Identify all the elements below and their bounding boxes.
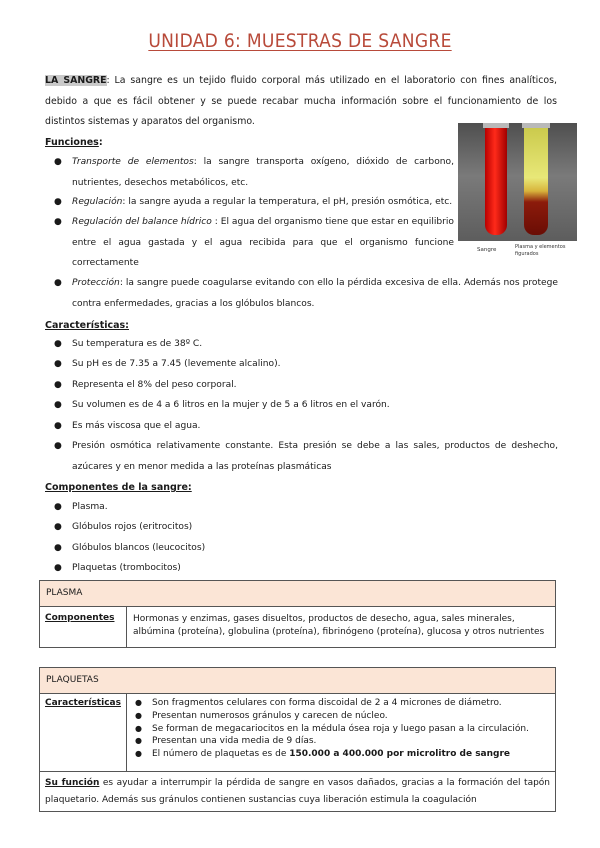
intro-term: LA SANGRE bbox=[45, 75, 107, 86]
component-item bbox=[54, 497, 558, 518]
platelets-table-row bbox=[40, 694, 555, 771]
component-item bbox=[54, 558, 558, 579]
bullet-icon: ● bbox=[54, 563, 62, 573]
characteristic-item bbox=[54, 395, 558, 416]
plasma-table-content: Hormonas y enzimas, gases disueltos, productos de desecho, agua, sales minerales, albúmina (proteína), globulina (proteína), fibrinógeno (proteína), glucosa y otros nutrientes bbox=[133, 614, 545, 637]
plasma-table-label: Componentes bbox=[40, 607, 127, 647]
functions-heading-colon: : bbox=[98, 137, 103, 148]
plasma-table-row bbox=[40, 607, 555, 647]
platelet-count-prefix: El número de plaquetas es de bbox=[152, 749, 290, 760]
plasma-table bbox=[39, 580, 556, 648]
photo-label-plasma: Plasma y elementos figurados bbox=[515, 244, 566, 257]
bullet-icon: ● bbox=[54, 217, 62, 227]
function-term: Regulación bbox=[72, 197, 123, 207]
components-heading: Componentes de la sangre: bbox=[45, 482, 192, 493]
platelets-table-header: PLAQUETAS bbox=[40, 668, 555, 694]
function-text: : la sangre puede coagularse evitando con ello la pérdida excesiva de ella. Además nos protege contra enfermedades, gracias a los glóbulos blancos. bbox=[72, 278, 558, 309]
platelet-function-term: Su función bbox=[45, 778, 100, 788]
characteristic-text: Representa el 8% del peso corporal. bbox=[72, 380, 237, 390]
bullet-icon: ● bbox=[54, 421, 62, 431]
platelet-function-note bbox=[40, 771, 555, 811]
platelet-feature-text: Presentan una vida media de 9 días. bbox=[152, 736, 317, 747]
plasma-tube-image bbox=[524, 125, 548, 235]
component-item bbox=[54, 538, 558, 559]
bullet-icon: ● bbox=[54, 197, 62, 207]
bullet-icon: ● bbox=[54, 543, 62, 553]
bullet-icon: ● bbox=[135, 736, 142, 746]
characteristic-text: Su pH es de 7.35 a 7.45 (levemente alcalino). bbox=[72, 359, 281, 369]
platelet-feature-item bbox=[133, 697, 549, 710]
bullet-icon: ● bbox=[54, 502, 62, 512]
component-text: Plaquetas (trombocitos) bbox=[72, 563, 181, 573]
platelet-feature-item bbox=[133, 710, 549, 723]
function-text: : la sangre ayuda a regular la temperatura, el pH, presión osmótica, etc. bbox=[122, 197, 453, 207]
platelet-feature-item bbox=[133, 735, 549, 748]
bullet-icon: ● bbox=[54, 339, 62, 349]
function-item bbox=[54, 152, 454, 193]
characteristic-item bbox=[54, 334, 558, 355]
function-text: : la sangre transporta oxígeno, dióxido de carbono, nutrientes, desechos metabólicos, etc. bbox=[72, 157, 454, 188]
bullet-icon: ● bbox=[135, 698, 142, 707]
component-text: Glóbulos rojos (eritrocitos) bbox=[72, 522, 193, 532]
platelets-table bbox=[39, 667, 556, 812]
bullet-icon: ● bbox=[54, 359, 62, 369]
bullet-icon: ● bbox=[54, 278, 62, 288]
blood-tube-image bbox=[485, 125, 507, 235]
function-term: Transporte de elementos bbox=[72, 157, 194, 167]
platelet-function-text: es ayudar a interrumpir la pérdida de sangre en vasos dañados, gracias a la formación del tapón plaquetario. Además sus gránulos contienen sustancias cuya liberación estimula la coagulación bbox=[45, 778, 551, 805]
bullet-icon: ● bbox=[54, 441, 62, 451]
characteristics-heading: Características: bbox=[45, 320, 129, 331]
bullet-icon: ● bbox=[135, 723, 142, 733]
blood-tubes-photo bbox=[458, 123, 577, 265]
bullet-icon: ● bbox=[54, 400, 62, 410]
bullet-icon: ● bbox=[54, 380, 62, 390]
characteristic-text: Su temperatura es de 38º C. bbox=[72, 339, 203, 349]
platelet-feature-item bbox=[133, 723, 549, 736]
plasma-table-header: PLASMA bbox=[40, 581, 555, 607]
intro-text: : La sangre es un tejido fluido corporal más utilizado en el laboratorio con fines analíticos, debido a que es fácil obtener y se puede recabar mucha información sobre el funcionamiento de los distintos sistemas y aparatos del organismo. bbox=[45, 75, 557, 127]
function-term: Regulación del balance hídrico bbox=[72, 217, 212, 227]
bullet-icon: ● bbox=[135, 749, 142, 759]
function-item bbox=[54, 273, 558, 314]
characteristic-item bbox=[54, 416, 558, 437]
photo-label-blood: Sangre bbox=[477, 247, 497, 253]
platelet-feature-text: Presentan numerosos gránulos y carecen de núcleo. bbox=[152, 710, 388, 721]
component-text: Plasma. bbox=[72, 502, 108, 512]
bullet-icon: ● bbox=[135, 710, 142, 720]
bullet-icon: ● bbox=[54, 157, 62, 167]
characteristic-item bbox=[54, 375, 558, 396]
function-item bbox=[54, 192, 454, 213]
platelets-table-label: Características bbox=[40, 694, 127, 771]
function-item bbox=[54, 212, 454, 274]
characteristic-item bbox=[54, 354, 558, 375]
platelet-feature-text: Se forman de megacariocitos en la médula ósea roja y luego pasan a la circulación. bbox=[152, 723, 529, 734]
characteristic-item bbox=[54, 436, 558, 477]
characteristic-text: Es más viscosa que el agua. bbox=[72, 421, 201, 431]
platelet-feature-text: Son fragmentos celulares con forma discoidal de 2 a 4 micrones de diámetro. bbox=[152, 698, 502, 708]
platelet-count-item bbox=[133, 748, 549, 761]
function-term: Protección bbox=[72, 278, 120, 288]
characteristic-text: Su volumen es de 4 a 6 litros en la mujer y de 5 a 6 litros en el varón. bbox=[72, 400, 390, 410]
functions-heading-text: Funciones bbox=[45, 137, 99, 148]
bullet-icon: ● bbox=[54, 522, 62, 532]
functions-heading bbox=[45, 137, 103, 148]
platelet-count-value: 150.000 a 400.000 por microlitro de sangre bbox=[289, 749, 511, 760]
platelets-table-content bbox=[127, 694, 555, 764]
page-title: UNIDAD 6: MUESTRAS DE SANGRE bbox=[148, 30, 452, 52]
function-text: : El agua del organismo tiene que estar en equilibrio entre el agua gastada y el agua recibida para que el organismo funcione correctamente bbox=[72, 217, 454, 268]
component-item bbox=[54, 517, 558, 538]
component-text: Glóbulos blancos (leucocitos) bbox=[72, 543, 206, 553]
characteristic-text: Presión osmótica relativamente constante. Esta presión se debe a las sales, productos de deshecho, azúcares y en menor medida a las proteínas plasmáticas bbox=[72, 441, 558, 472]
